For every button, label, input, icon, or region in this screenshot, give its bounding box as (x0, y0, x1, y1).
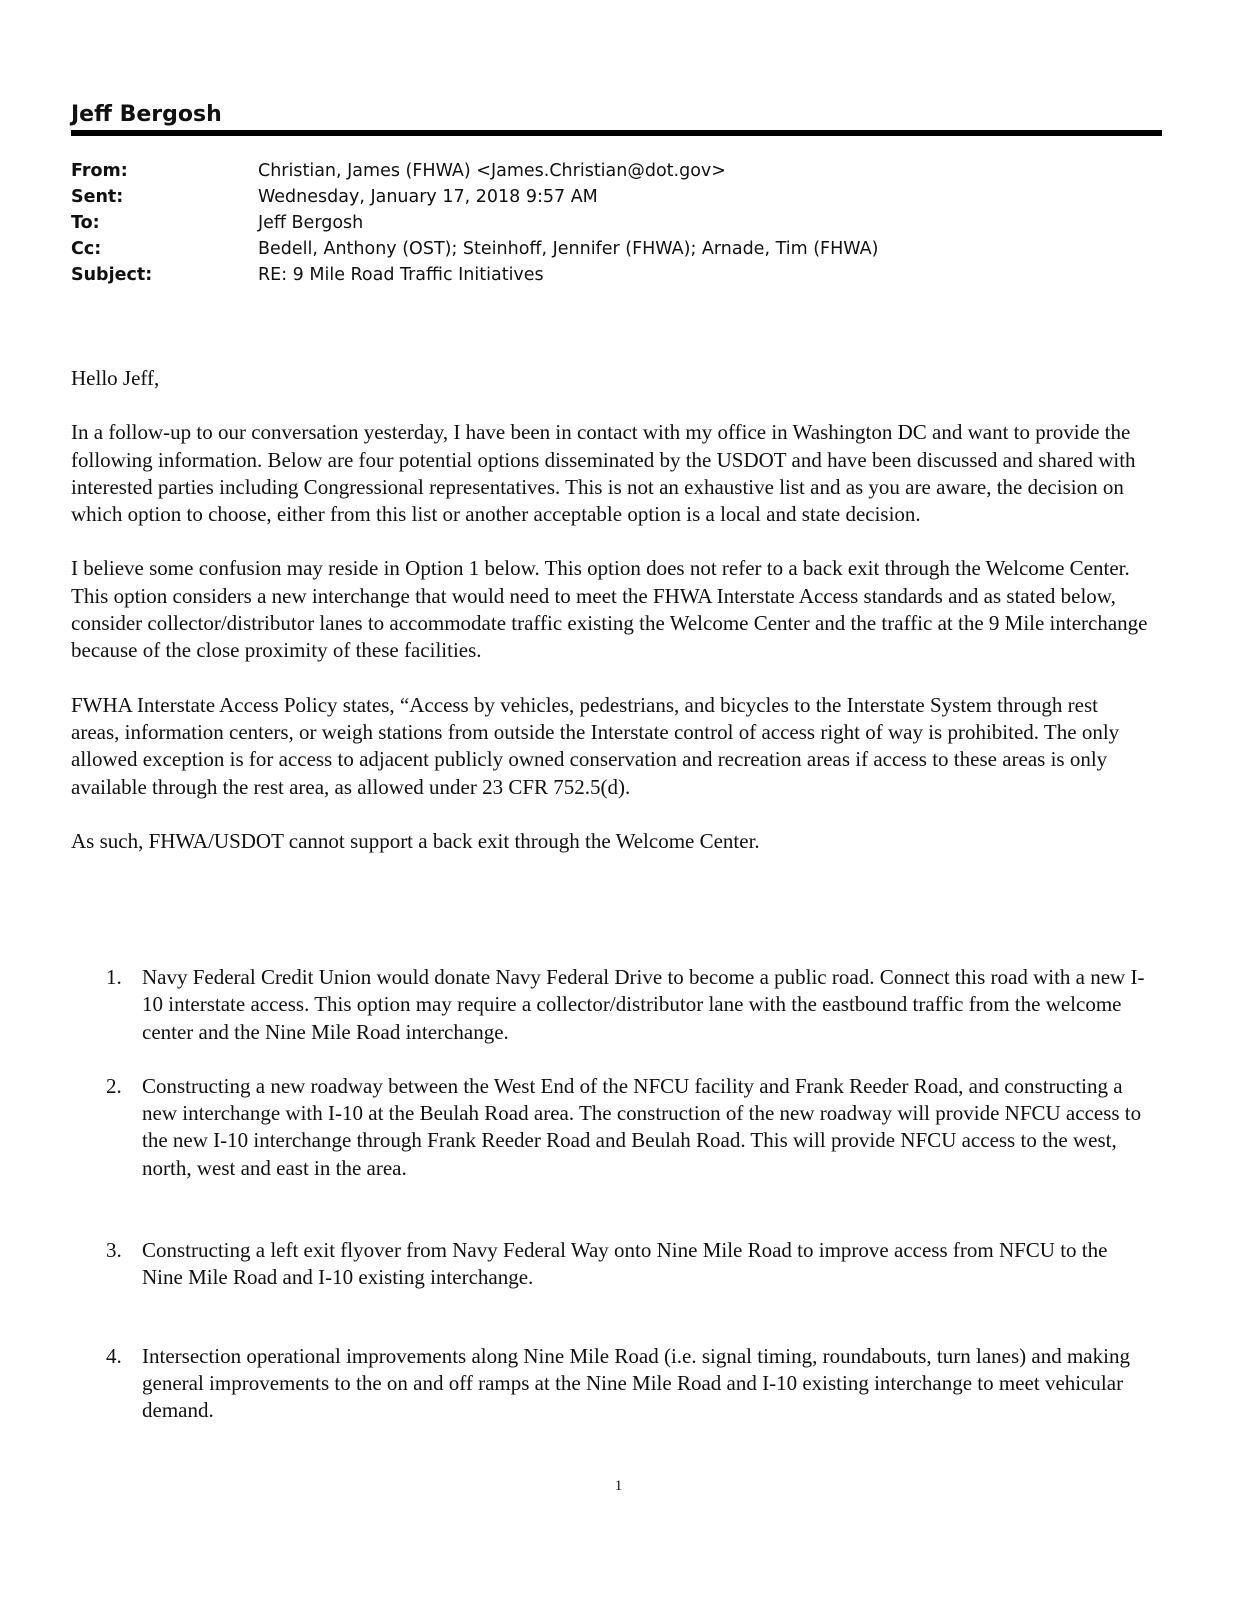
body-paragraph: As such, FHWA/USDOT cannot support a back exit through the Welcome Center. (71, 828, 760, 853)
body-paragraph: In a follow-up to our conversation yesterday, I have been in contact with my office in Washington DC and want to provide the following information. Below are four potential options disseminated by the USDOT and have been discussed and shared with interested parties including Congressional representatives. This is not an exhaustive list and as you are aware, the decision on which option to choose, either from this list or another acceptable option is a local and state decision. (71, 420, 1136, 527)
cc-value: Bedell, Anthony (OST); Steinhoff, Jennifer (FHWA); Arnade, Tim (FHWA) (258, 239, 879, 259)
subject-row (71, 262, 1162, 288)
list-item (106, 1343, 1151, 1425)
body-paragraph: I believe some confusion may reside in Option 1 below. This option does not refer to a back exit through the Welcome Center. This option considers a new interchange that would need to meet the FHWA Interstate Access standards and as stated below, consider collector/distributor lanes to accommodate traffic existing the Welcome Center and the traffic at the 9 Mile interchange because of the close proximity of these facilities. (71, 556, 1148, 663)
subject-label: Subject: (71, 265, 153, 285)
option-text: Constructing a left exit flyover from Navy Federal Way onto Nine Mile Road to improve access from NFCU to the Nine Mile Road and I-10 existing interchange. (142, 1238, 1108, 1290)
email-body (71, 365, 1151, 882)
from-row (71, 158, 1162, 184)
mailbox-owner-name: Jeff Bergosh (71, 102, 222, 127)
body-paragraph: FWHA Interstate Access Policy states, “Access by vehicles, pedestrians, and bicycles to the Interstate System through rest areas, information centers, or weigh stations from outside the Interstate control of access right of way is prohibited. The only allowed exception is for access to adjacent publicly owned conservation and recreation areas if access to these areas is only available through the rest area, as allowed under 23 CFR 752.5(d). (71, 692, 1120, 799)
list-item (106, 964, 1151, 1046)
subject-value: RE: 9 Mile Road Traffic Initiatives (258, 265, 544, 285)
email-header (71, 158, 1162, 288)
cc-label: Cc: (71, 239, 102, 259)
to-row (71, 210, 1162, 236)
page-number: 1 (614, 1478, 623, 1494)
list-item (106, 1073, 1151, 1182)
sent-label: Sent: (71, 187, 124, 207)
list-item (106, 1237, 1151, 1292)
option-text: Constructing a new roadway between the West End of the NFCU facility and Frank Reeder Road, and constructing a new interchange with I-10 at the Beulah Road area. The construction of the new roadway will provide NFCU access to the new I-10 interchange through Frank Reeder Road and Beulah Road. This will provide NFCU access to the west, north, west and east in the area. (142, 1073, 1142, 1180)
header-divider (71, 130, 1162, 136)
to-value: Jeff Bergosh (258, 213, 364, 233)
to-label: To: (71, 213, 100, 233)
options-list (106, 964, 1151, 1425)
greeting: Hello Jeff, (71, 366, 160, 390)
option-number: 1. (106, 965, 122, 989)
from-value: Christian, James (FHWA) <James.Christian@dot.gov> (258, 161, 726, 181)
option-text: Navy Federal Credit Union would donate Navy Federal Drive to become a public road. Connect this road with a new I-10 interstate access. This option may require a collector/distributor lane with the eastbound traffic from the welcome center and the Nine Mile Road interchange. (142, 965, 1145, 1044)
option-number: 4. (106, 1343, 122, 1368)
option-text: Intersection operational improvements along Nine Mile Road (i.e. signal timing, roundabouts, turn lanes) and making general improvements to the on and off ramps at the Nine Mile Road and I-10 existing interchange to meet vehicular demand. (142, 1343, 1130, 1423)
option-number: 2. (106, 1073, 122, 1098)
sent-value: Wednesday, January 17, 2018 9:57 AM (258, 187, 598, 207)
cc-row (71, 236, 1162, 262)
option-number: 3. (106, 1238, 122, 1263)
sent-row (71, 184, 1162, 210)
from-label: From: (71, 161, 128, 181)
